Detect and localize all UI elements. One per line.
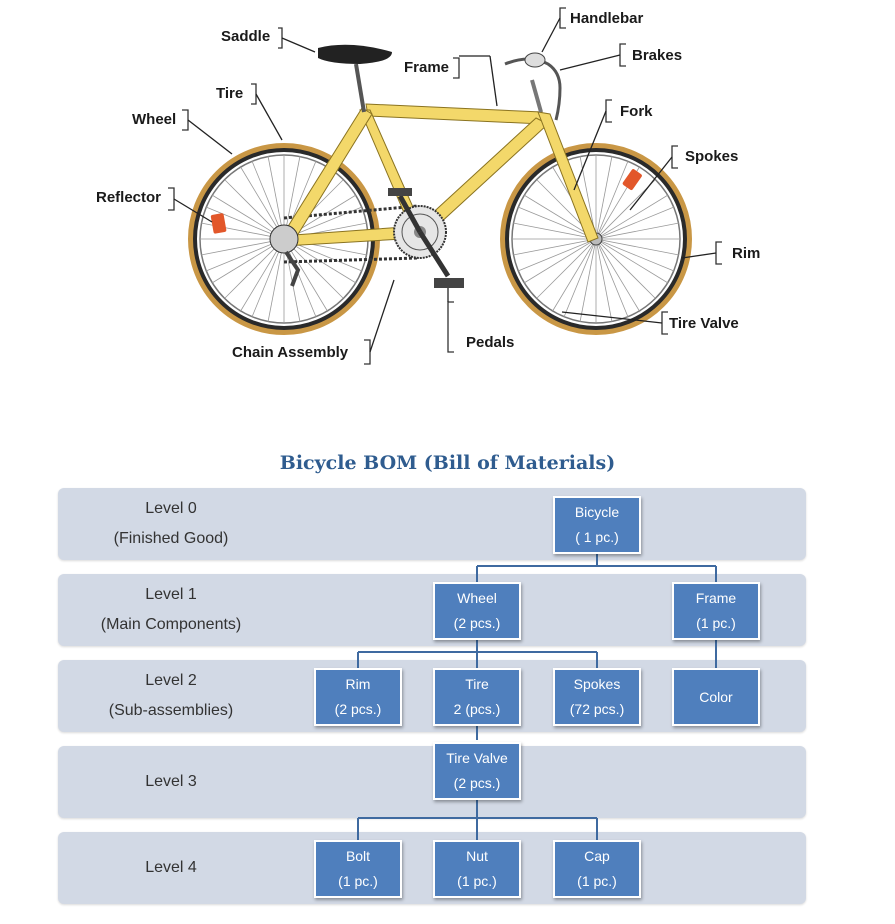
node-frame [672, 582, 760, 640]
node-cap [553, 840, 641, 898]
node-qty: (1 pc.) [696, 615, 736, 631]
node-qty: (1 pc.) [457, 873, 497, 889]
node-name: Spokes [573, 676, 621, 692]
node-wheel [433, 582, 521, 640]
node-name: Tire [465, 676, 489, 692]
node-nut [433, 840, 521, 898]
node-qty: (2 pcs.) [453, 615, 501, 631]
bom-title: Bicycle BOM (Bill of Materials) [279, 452, 616, 474]
node-qty: (72 pcs.) [569, 701, 625, 717]
node-name: Tire Valve [446, 750, 508, 766]
node-qty: (1 pc.) [338, 873, 378, 889]
node-tire-valve [433, 742, 521, 800]
node-qty: (2 pcs.) [334, 701, 382, 717]
node-name: Bicycle [574, 504, 620, 520]
level-desc: (Main Components) [100, 616, 242, 633]
svg-text:Frame: Frame [404, 59, 450, 76]
level-desc: (Finished Good) [113, 530, 229, 547]
level-name: Level 4 [145, 859, 197, 876]
level-name: Level 2 [145, 672, 197, 689]
node-qty: 2 (pcs.) [453, 701, 501, 717]
node-name: Bolt [345, 848, 371, 864]
node-name: Cap [584, 848, 610, 864]
node-name: Wheel [457, 590, 497, 606]
node-spokes [553, 668, 641, 726]
svg-text:Pedals: Pedals [466, 334, 515, 351]
svg-text:Tire Valve: Tire Valve [669, 315, 739, 332]
level-desc: (Sub-assemblies) [108, 702, 234, 719]
node-name: Frame [695, 590, 737, 606]
svg-text:Handlebar: Handlebar [570, 10, 644, 27]
node-qty: (1 pc.) [577, 873, 617, 889]
node-bolt [314, 840, 402, 898]
svg-text:Reflector: Reflector [96, 189, 162, 206]
node-bicycle [553, 496, 641, 554]
svg-text:Saddle: Saddle [221, 28, 271, 45]
svg-text:Tire: Tire [216, 85, 244, 102]
node-qty: (2 pcs.) [453, 775, 501, 791]
node-name: Color [699, 688, 733, 705]
node-qty: ( 1 pc.) [575, 529, 619, 545]
node-name: Rim [345, 676, 371, 692]
svg-text:Wheel: Wheel [132, 111, 177, 128]
node-name: Nut [466, 848, 488, 864]
svg-text:Brakes: Brakes [632, 47, 683, 64]
level-name: Level 1 [145, 586, 197, 603]
svg-text:Fork: Fork [620, 103, 653, 120]
node-tire [433, 668, 521, 726]
svg-text:Chain Assembly: Chain Assembly [232, 344, 349, 361]
node-color [672, 668, 760, 726]
svg-text:Spokes: Spokes [685, 148, 739, 165]
node-rim [314, 668, 402, 726]
level-name: Level 0 [145, 500, 197, 517]
level-name: Level 3 [145, 773, 197, 790]
svg-text:Rim: Rim [732, 245, 761, 262]
